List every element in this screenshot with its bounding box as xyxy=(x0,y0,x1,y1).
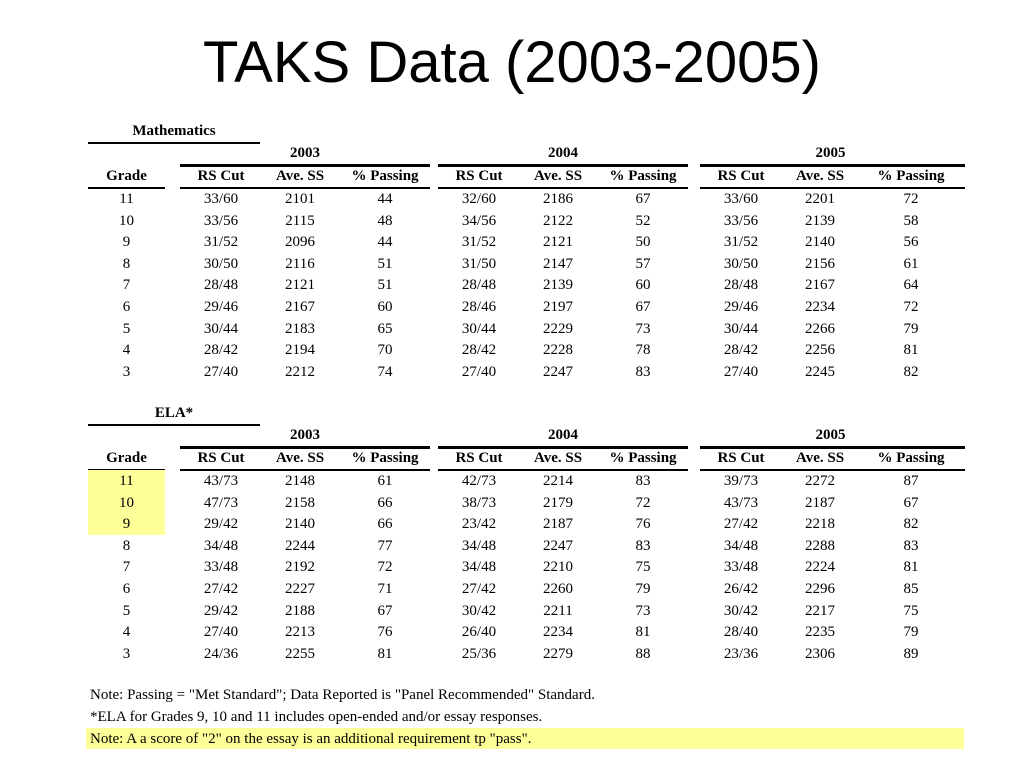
ave-ss-cell: 2187 xyxy=(805,494,835,511)
grade-cell: 6 xyxy=(122,299,131,315)
grade-cell: 8 xyxy=(122,537,131,554)
rs-cut-cell: 34/48 xyxy=(203,537,239,554)
rs-cut-cell: 27/42 xyxy=(461,581,497,597)
grade-cell: 9 xyxy=(122,234,131,251)
rs-cut-cell: 29/46 xyxy=(203,299,239,315)
ave-ss-cell: 2306 xyxy=(805,645,835,662)
ave-ss-cell: 2158 xyxy=(285,494,315,511)
pct-passing-cell: 44 xyxy=(377,234,393,251)
ave-ss-cell: 2096 xyxy=(285,234,315,251)
grade-cell: 4 xyxy=(122,342,131,359)
rs-cut-cell: 31/52 xyxy=(723,234,759,251)
pct-passing-cell: 73 xyxy=(635,320,651,337)
pct-passing-cell: 61 xyxy=(903,255,919,272)
column-header-rs-cut: RS Cut xyxy=(717,450,765,466)
rs-cut-cell: 29/42 xyxy=(203,516,239,533)
pct-passing-cell: 70 xyxy=(377,342,393,359)
rs-cut-cell: 43/73 xyxy=(203,473,239,489)
pct-passing-cell: 83 xyxy=(903,537,919,554)
rs-cut-cell: 39/73 xyxy=(723,473,759,489)
pct-passing-cell: 51 xyxy=(377,255,393,272)
pct-passing-cell: 82 xyxy=(903,516,919,533)
pct-passing-cell: 72 xyxy=(635,494,651,511)
pct-passing-cell: 77 xyxy=(377,537,393,554)
rs-cut-cell: 31/52 xyxy=(461,234,497,251)
rs-cut-cell: 32/60 xyxy=(461,191,497,207)
rs-cut-cell: 26/42 xyxy=(723,581,759,597)
ave-ss-cell: 2224 xyxy=(805,559,835,576)
year-header-2004: 2004 xyxy=(548,427,578,443)
rs-cut-cell: 33/48 xyxy=(203,559,239,576)
pct-passing-cell: 75 xyxy=(903,602,919,619)
ave-ss-cell: 2116 xyxy=(285,255,315,272)
grade-cell: 7 xyxy=(122,277,131,294)
rs-cut-cell: 29/46 xyxy=(723,299,759,315)
rs-cut-cell: 33/56 xyxy=(723,212,759,229)
pct-passing-cell: 87 xyxy=(903,473,919,489)
ave-ss-cell: 2147 xyxy=(543,255,573,272)
ave-ss-cell: 2101 xyxy=(285,191,315,207)
year-header-2003: 2003 xyxy=(290,427,320,443)
ave-ss-cell: 2272 xyxy=(805,473,835,489)
rs-cut-cell: 23/42 xyxy=(461,516,497,533)
year-header-2003: 2003 xyxy=(290,145,320,161)
column-header-pct-passing: % Passing xyxy=(351,168,419,184)
pct-passing-cell: 67 xyxy=(635,299,651,315)
grade-cell: 6 xyxy=(122,581,131,597)
ave-ss-cell: 2167 xyxy=(805,277,835,294)
grade-cell: 8 xyxy=(122,255,131,272)
ave-ss-cell: 2121 xyxy=(543,234,573,251)
rs-cut-cell: 28/40 xyxy=(723,624,759,641)
rs-cut-cell: 30/42 xyxy=(461,602,497,619)
pct-passing-cell: 51 xyxy=(377,277,393,294)
pct-passing-cell: 67 xyxy=(903,494,919,511)
ave-ss-cell: 2288 xyxy=(805,537,835,554)
ave-ss-cell: 2186 xyxy=(543,191,573,207)
ave-ss-cell: 2201 xyxy=(805,191,835,207)
ave-ss-cell: 2140 xyxy=(285,516,315,533)
rs-cut-cell: 30/50 xyxy=(203,255,239,272)
column-header-rs-cut: RS Cut xyxy=(455,450,503,466)
pct-passing-cell: 79 xyxy=(903,624,919,641)
rs-cut-cell: 28/42 xyxy=(203,342,239,359)
pct-passing-cell: 50 xyxy=(635,234,651,251)
pct-passing-cell: 48 xyxy=(377,212,393,229)
pct-passing-cell: 58 xyxy=(903,212,919,229)
rs-cut-cell: 28/48 xyxy=(723,277,759,294)
ave-ss-cell: 2187 xyxy=(543,516,573,533)
ave-ss-cell: 2192 xyxy=(285,559,315,576)
ave-ss-cell: 2218 xyxy=(805,516,835,533)
ave-ss-cell: 2229 xyxy=(543,320,573,337)
ave-ss-cell: 2212 xyxy=(285,363,315,380)
subject-label: ELA* xyxy=(154,405,194,421)
year-header-2005: 2005 xyxy=(815,145,846,161)
pct-passing-cell: 72 xyxy=(903,299,919,315)
rs-cut-cell: 34/48 xyxy=(461,559,497,576)
subject-label: Mathematics xyxy=(132,123,216,139)
column-header-ave-ss: Ave. SS xyxy=(795,168,845,184)
pct-passing-cell: 81 xyxy=(377,645,393,662)
ave-ss-cell: 2183 xyxy=(285,320,315,337)
pct-passing-cell: 52 xyxy=(635,212,651,229)
pct-passing-cell: 81 xyxy=(635,624,651,641)
column-header-ave-ss: Ave. SS xyxy=(275,168,325,184)
column-header-rs-cut: RS Cut xyxy=(455,168,503,184)
page-title: TAKS Data (2003-2005) xyxy=(203,30,821,95)
footnote-1: Note: Passing = "Met Standard"; Data Reported is "Panel Recommended" Standard. xyxy=(90,687,595,703)
pct-passing-cell: 83 xyxy=(635,473,651,489)
subject-underline xyxy=(88,142,260,144)
rs-cut-cell: 28/42 xyxy=(461,342,497,359)
rs-cut-cell: 33/60 xyxy=(203,191,239,207)
footnote-3: Note: A a score of "2" on the essay is an additional requirement tp "pass". xyxy=(90,731,532,747)
ave-ss-cell: 2213 xyxy=(285,624,315,641)
rs-cut-cell: 30/44 xyxy=(723,320,759,337)
pct-passing-cell: 81 xyxy=(903,559,919,576)
grade-cell: 11 xyxy=(119,473,134,489)
ave-ss-cell: 2244 xyxy=(285,537,315,554)
column-header-pct-passing: % Passing xyxy=(877,168,945,184)
ave-ss-cell: 2247 xyxy=(543,537,573,554)
rs-cut-cell: 31/50 xyxy=(461,255,497,272)
pct-passing-cell: 85 xyxy=(903,581,919,597)
pct-passing-cell: 76 xyxy=(377,624,393,641)
pct-passing-cell: 78 xyxy=(635,342,651,359)
rs-cut-cell: 33/56 xyxy=(203,212,239,229)
grade-cell: 10 xyxy=(119,494,134,511)
rs-cut-cell: 43/73 xyxy=(723,494,759,511)
pct-passing-cell: 72 xyxy=(377,559,393,576)
pct-passing-cell: 71 xyxy=(377,581,393,597)
pct-passing-cell: 83 xyxy=(635,363,651,380)
pct-passing-cell: 64 xyxy=(903,277,919,294)
rs-cut-cell: 30/44 xyxy=(203,320,239,337)
pct-passing-cell: 76 xyxy=(635,516,651,533)
year-header-2004: 2004 xyxy=(548,145,578,161)
ave-ss-cell: 2260 xyxy=(543,581,573,597)
rs-cut-cell: 42/73 xyxy=(461,473,497,489)
pct-passing-cell: 56 xyxy=(903,234,919,251)
rs-cut-cell: 28/46 xyxy=(461,299,497,315)
ave-ss-cell: 2256 xyxy=(805,342,835,359)
pct-passing-cell: 67 xyxy=(635,191,651,207)
column-header-ave-ss: Ave. SS xyxy=(795,450,845,466)
ave-ss-cell: 2197 xyxy=(543,299,573,315)
pct-passing-cell: 74 xyxy=(377,363,393,380)
ave-ss-cell: 2156 xyxy=(805,255,835,272)
rs-cut-cell: 34/48 xyxy=(461,537,497,554)
ave-ss-cell: 2167 xyxy=(285,299,315,315)
column-header-pct-passing: % Passing xyxy=(877,450,945,466)
grade-cell: 11 xyxy=(119,191,134,207)
grade-cell: 3 xyxy=(122,363,131,380)
ave-ss-cell: 2115 xyxy=(285,212,315,229)
ave-ss-cell: 2148 xyxy=(285,473,315,489)
pct-passing-cell: 75 xyxy=(635,559,651,576)
pct-passing-cell: 89 xyxy=(903,645,919,662)
subject-underline xyxy=(88,424,260,426)
ave-ss-cell: 2247 xyxy=(543,363,573,380)
grade-cell: 9 xyxy=(122,516,131,533)
grade-cell: 7 xyxy=(122,559,131,576)
column-header-pct-passing: % Passing xyxy=(609,168,677,184)
rs-cut-cell: 38/73 xyxy=(461,494,497,511)
ave-ss-cell: 2211 xyxy=(543,602,573,619)
ave-ss-cell: 2179 xyxy=(543,494,573,511)
grade-cell: 5 xyxy=(122,602,131,619)
grade-cell: 5 xyxy=(122,320,131,337)
pct-passing-cell: 60 xyxy=(377,299,393,315)
ave-ss-cell: 2214 xyxy=(543,473,573,489)
rs-cut-cell: 25/36 xyxy=(461,645,497,662)
pct-passing-cell: 79 xyxy=(635,581,651,597)
pct-passing-cell: 72 xyxy=(903,191,919,207)
ave-ss-cell: 2279 xyxy=(543,645,573,662)
grade-cell: 3 xyxy=(122,645,131,662)
ave-ss-cell: 2194 xyxy=(285,342,315,359)
column-header-ave-ss: Ave. SS xyxy=(533,450,583,466)
column-header-pct-passing: % Passing xyxy=(351,450,419,466)
rs-cut-cell: 29/42 xyxy=(203,602,239,619)
rs-cut-cell: 28/48 xyxy=(461,277,497,294)
column-header-rs-cut: RS Cut xyxy=(197,450,245,466)
rs-cut-cell: 27/42 xyxy=(723,516,759,533)
pct-passing-cell: 65 xyxy=(377,320,393,337)
grade-cell: 4 xyxy=(122,624,131,641)
ave-ss-cell: 2121 xyxy=(285,277,315,294)
ave-ss-cell: 2139 xyxy=(543,277,573,294)
rs-cut-cell: 28/48 xyxy=(203,277,239,294)
column-header-grade: Grade xyxy=(106,168,147,184)
year-header-2005: 2005 xyxy=(815,427,846,443)
rs-cut-cell: 27/40 xyxy=(723,363,759,380)
rs-cut-cell: 33/60 xyxy=(723,191,759,207)
rs-cut-cell: 30/50 xyxy=(723,255,759,272)
pct-passing-cell: 88 xyxy=(635,645,651,662)
ave-ss-cell: 2245 xyxy=(805,363,835,380)
pct-passing-cell: 67 xyxy=(377,602,393,619)
pct-passing-cell: 81 xyxy=(903,342,919,359)
rs-cut-cell: 27/40 xyxy=(461,363,497,380)
pct-passing-cell: 60 xyxy=(635,277,651,294)
rs-cut-cell: 23/36 xyxy=(723,645,759,662)
column-header-rs-cut: RS Cut xyxy=(197,168,245,184)
rs-cut-cell: 27/40 xyxy=(203,624,239,641)
rs-cut-cell: 34/48 xyxy=(723,537,759,554)
pct-passing-cell: 82 xyxy=(903,363,919,380)
rs-cut-cell: 27/42 xyxy=(203,581,239,597)
rs-cut-cell: 30/44 xyxy=(461,320,497,337)
rs-cut-cell: 26/40 xyxy=(461,624,497,641)
rs-cut-cell: 47/73 xyxy=(203,494,239,511)
rs-cut-cell: 34/56 xyxy=(461,212,497,229)
rs-cut-cell: 31/52 xyxy=(203,234,239,251)
ave-ss-cell: 2234 xyxy=(805,299,835,315)
ave-ss-cell: 2227 xyxy=(285,581,315,597)
pct-passing-cell: 66 xyxy=(377,516,393,533)
column-header-rs-cut: RS Cut xyxy=(717,168,765,184)
column-header-grade: Grade xyxy=(106,450,147,466)
pct-passing-cell: 79 xyxy=(903,320,919,337)
ave-ss-cell: 2188 xyxy=(285,602,315,619)
ave-ss-cell: 2296 xyxy=(805,581,835,597)
rs-cut-cell: 24/36 xyxy=(203,645,239,662)
pct-passing-cell: 83 xyxy=(635,537,651,554)
ave-ss-cell: 2217 xyxy=(805,602,835,619)
rs-cut-cell: 28/42 xyxy=(723,342,759,359)
pct-passing-cell: 44 xyxy=(377,191,393,207)
pct-passing-cell: 57 xyxy=(635,255,651,272)
ave-ss-cell: 2266 xyxy=(805,320,835,337)
ave-ss-cell: 2228 xyxy=(543,342,573,359)
grade-cell: 10 xyxy=(119,212,134,229)
column-header-ave-ss: Ave. SS xyxy=(275,450,325,466)
ave-ss-cell: 2255 xyxy=(285,645,315,662)
ave-ss-cell: 2139 xyxy=(805,212,835,229)
pct-passing-cell: 61 xyxy=(377,473,393,489)
rs-cut-cell: 33/48 xyxy=(723,559,759,576)
pct-passing-cell: 66 xyxy=(377,494,393,511)
pct-passing-cell: 73 xyxy=(635,602,651,619)
ave-ss-cell: 2122 xyxy=(543,212,573,229)
footnote-2: *ELA for Grades 9, 10 and 11 includes open-ended and/or essay responses. xyxy=(90,709,543,725)
ave-ss-cell: 2235 xyxy=(805,624,835,641)
ave-ss-cell: 2140 xyxy=(805,234,835,251)
column-header-pct-passing: % Passing xyxy=(609,450,677,466)
ave-ss-cell: 2210 xyxy=(543,559,573,576)
ave-ss-cell: 2234 xyxy=(543,624,573,641)
column-header-ave-ss: Ave. SS xyxy=(533,168,583,184)
rs-cut-cell: 27/40 xyxy=(203,363,239,380)
rs-cut-cell: 30/42 xyxy=(723,602,759,619)
